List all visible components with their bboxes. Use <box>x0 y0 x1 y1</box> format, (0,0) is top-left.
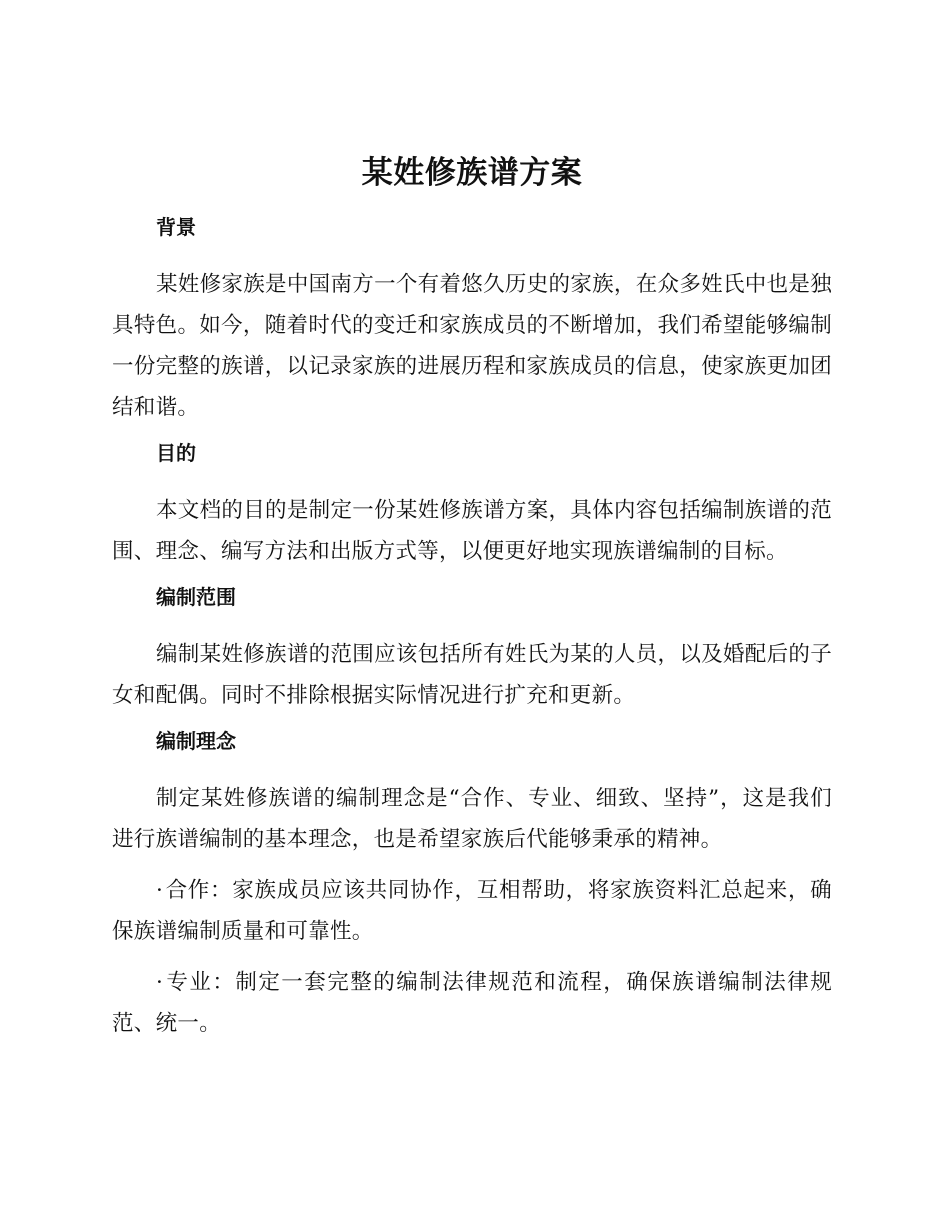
section-scope <box>112 582 832 716</box>
document-title: 某姓修族谱方案 <box>361 155 583 191</box>
section-purpose <box>112 438 832 572</box>
bullet-text: 合作：家族成员应该共同协作，互相帮助，将家族资料汇总起来，确保族谱编制质量和可靠性。 <box>112 878 832 944</box>
bullet-item <box>112 962 832 1044</box>
bullet-dot: · <box>156 878 164 903</box>
section-paragraph: 某姓修家族是中国南方一个有着悠久历史的家族，在众多姓氏中也是独具特色。如今，随着时代的变迁和家族成员的不断增加，我们希望能够编制一份完整的族谱，以记录家族的进展历程和家族成员的信息，使家族更加团结和谐。 <box>112 272 832 420</box>
section-paragraph: 本文档的目的是制定一份某姓修族谱方案，具体内容包括编制族谱的范围、理念、编写方法和出版方式等，以便更好地实现族谱编制的目标。 <box>112 498 832 564</box>
section-philosophy <box>112 726 832 1044</box>
section-paragraph: 编制某姓修族谱的范围应该包括所有姓氏为某的人员，以及婚配后的子女和配偶。同时不排除根据实际情况进行扩充和更新。 <box>112 642 832 708</box>
bullet-item <box>112 870 832 952</box>
section-heading: 背景 <box>156 215 196 239</box>
section-background <box>112 212 832 428</box>
bullet-text: 专业：制定一套完整的编制法律规范和流程，确保族谱编制法律规范、统一。 <box>112 970 832 1036</box>
section-paragraph: 制定某姓修族谱的编制理念是“合作、专业、细致、坚持”，这是我们进行族谱编制的基本理念，也是希望家族后代能够秉承的精神。 <box>112 786 832 852</box>
section-heading: 编制理念 <box>156 729 236 753</box>
section-heading: 编制范围 <box>156 585 236 609</box>
bullet-dot: · <box>156 970 164 995</box>
section-heading: 目的 <box>156 441 196 465</box>
document-body <box>112 148 832 1054</box>
